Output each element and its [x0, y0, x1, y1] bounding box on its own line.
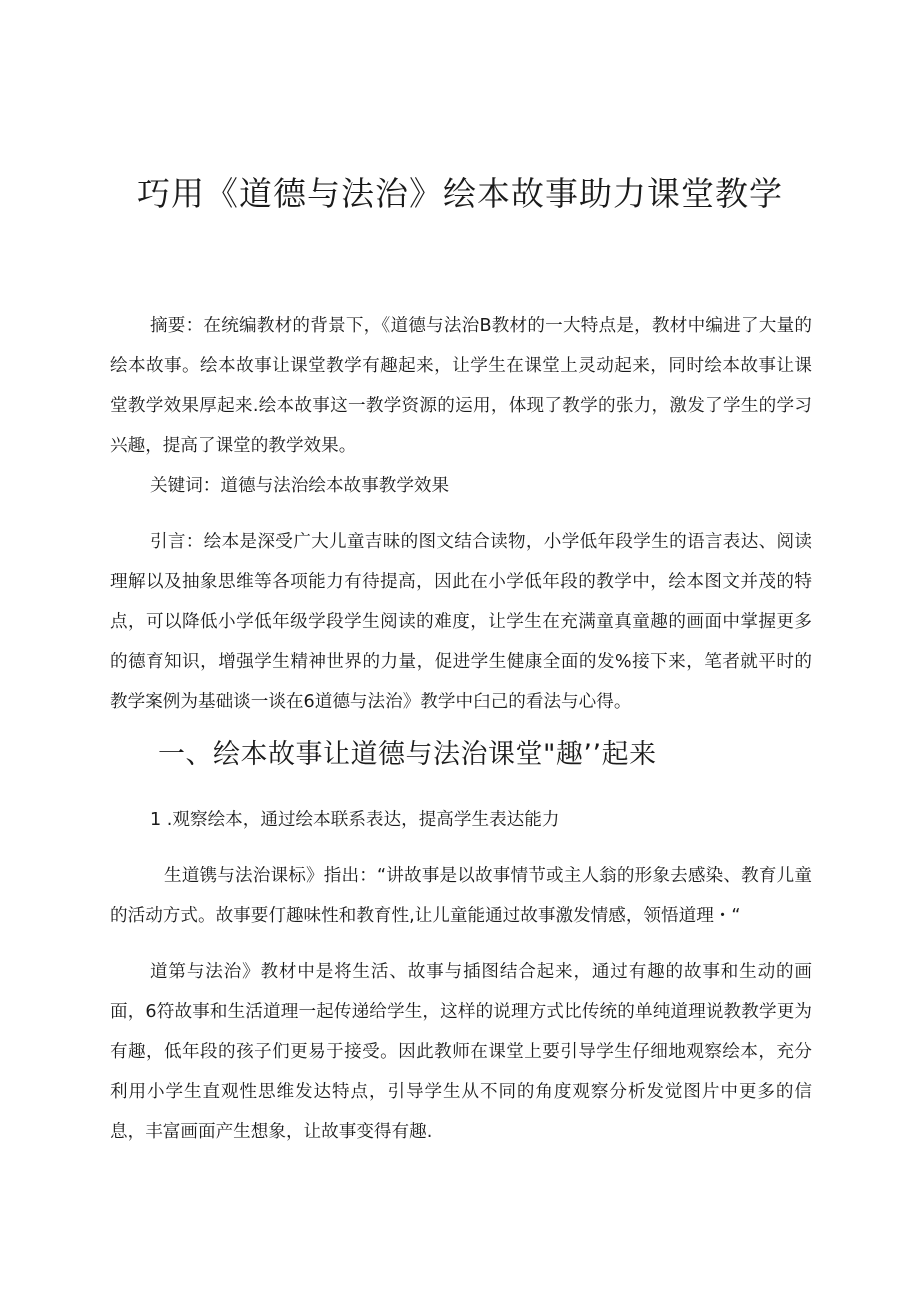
section-heading: 一、绘本故事让道德与法治课堂"趣’’起来 — [158, 739, 657, 770]
abstract-paragraph: 摘要：在统编教材的背景下，《道德与法治B教材的一大特点是，教材中编进了大量的绘本故事。绘本故事让课堂教学有趣起来，让学生在课堂上灵动起来，同时绘本故事让课堂教学效果厚起来.绘本故事这一教学资源的运用，体现了教学的张力，激发了学生的学习兴趣，提高了课堂的教学效果。 — [110, 316, 812, 456]
subsection-heading: 1 .观察绘本，通过绘本联系表达，提高学生表达能力 — [150, 810, 560, 830]
textbook-paragraph: 道第与法治》教材中是将生活、故事与插图结合起来，通过有趣的故事和生动的画面，6符故事和生活道理一起传递给学生，这样的说理方式比传统的单纯道理说教教学更为有趣，低年段的孩子们更易于接受。因此教师在课堂上要引导学生仔细地观察绘本，充分利用小学生直观性思维发达特点，引导学生从不同的角度观察分析发觉图片中更多的信息，丰富画面产生想象，让故事变得有趣. — [110, 962, 812, 1142]
keywords-paragraph: 关键词：道德与法治绘本故事教学效果 — [150, 476, 450, 496]
document-title: 巧用《道德与法治》绘本故事助力课堂教学 — [137, 174, 783, 213]
intro-paragraph: 引言：绘本是深受广大儿童吉昧的图文结合读物，小学低年段学生的语言表达、阅读理解以及抽象思维等各项能力有待提高，因此在小学低年段的教学中，绘本图文并茂的特点，可以降低小学低年级学段学生阅读的难度，让学生在充满童真童趣的画面中掌握更多的德育知识，增强学生精神世界的力量，促进学生健康全面的发%接下来，笔者就平时的教学案例为基础谈一谈在6道德与法治》教学中臼己的看法与心得。 — [110, 532, 812, 712]
curriculum-standard-paragraph: 生道镌与法治课标》指出：“讲故事是以故事情节或主人翁的形象去感染、教育儿童的活动方式。故事要仃趣味性和教育性,让儿童能通过故事激发情感，领悟道理・“ — [110, 866, 812, 926]
